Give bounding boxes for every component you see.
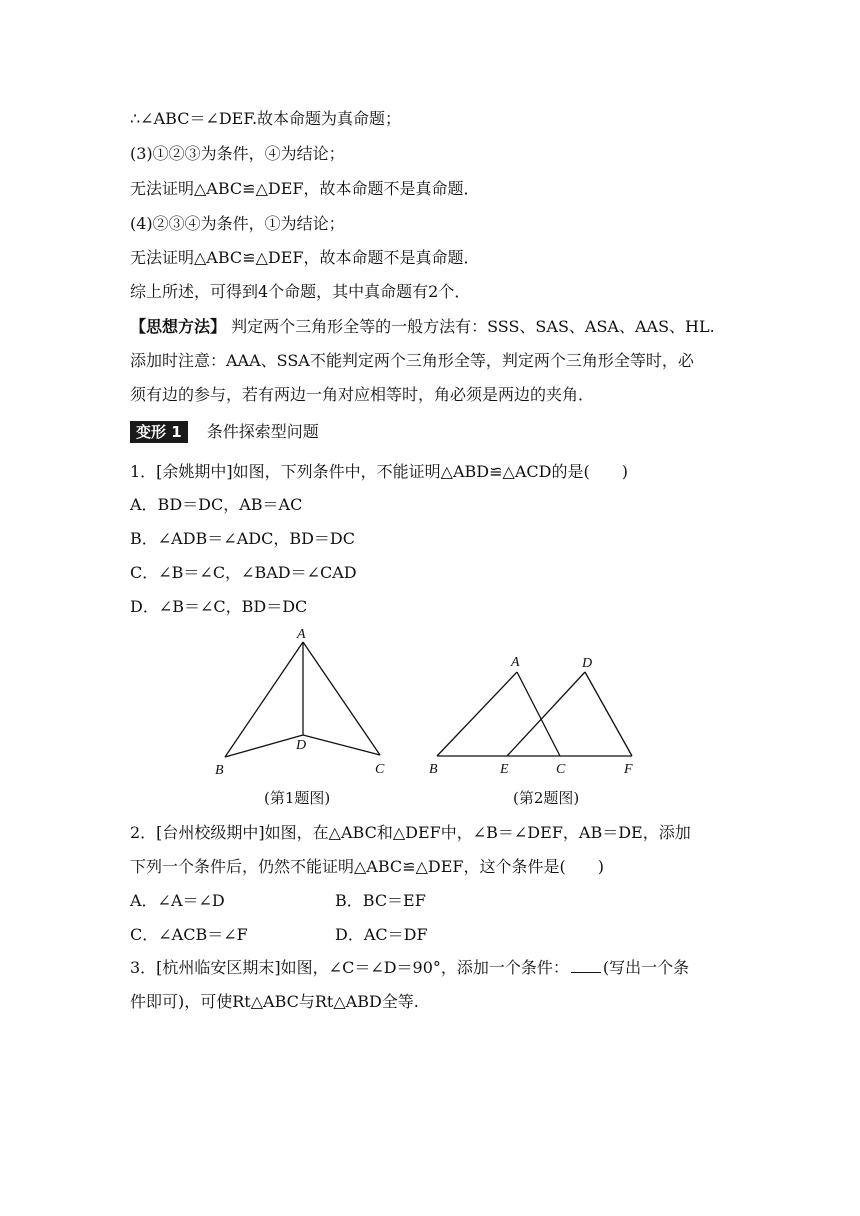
solution-line-1: ∴∠ABC＝∠DEF.故本命题为真命题；: [130, 109, 402, 128]
fig1-label-c: C: [375, 762, 385, 777]
q2-option-a: A．∠A＝∠D: [130, 891, 225, 910]
fig1-label-d: D: [296, 738, 307, 753]
figure-2: [420, 650, 645, 780]
fig2-label-f: F: [624, 762, 633, 777]
q1-option-d: D．∠B＝∠C，BD＝DC: [130, 597, 308, 616]
q2-stem-2: 下列一个条件后，仍然不能证明△ABC≌△DEF，这个条件是( ): [130, 857, 604, 876]
variant-tag: 变形 1: [130, 421, 188, 443]
fig1-label-a: A: [297, 627, 306, 642]
method-heading: 【思想方法】: [130, 317, 227, 336]
q3-answer-blank[interactable]: [571, 958, 601, 973]
q2-option-c: C．∠ACB＝∠F: [130, 925, 248, 944]
q2-option-b: B．BC＝EF: [335, 891, 426, 910]
solution-line-3: 无法证明△ABC≌△DEF，故本命题不是真命题．: [130, 179, 480, 198]
q3-stem-1a: 3．[杭州临安区期末]如图，∠C＝∠D＝90°，添加一个条件：: [130, 958, 569, 977]
fig2-label-e: E: [500, 762, 509, 777]
solution-line-5: 无法证明△ABC≌△DEF，故本命题不是真命题．: [130, 248, 480, 267]
q2-option-d: D．AC＝DF: [335, 925, 428, 944]
fig2-label-c: C: [556, 762, 566, 777]
method-line-3: 须有边的参与，若有两边一角对应相等时，角必须是两边的夹角．: [130, 385, 595, 404]
solution-line-6: 综上所述，可得到4个命题，其中真命题有2个．: [130, 282, 471, 301]
fig1-caption: (第1题图): [264, 789, 331, 807]
q1-option-a: A．BD＝DC，AB＝AC: [130, 495, 303, 514]
method-line-1: [130, 316, 715, 338]
solution-line-2: (3)①②③为条件，④为结论；: [130, 144, 345, 163]
variant-heading: [130, 421, 319, 443]
fig2-caption: (第2题图): [513, 789, 580, 807]
fig2-label-d: D: [582, 656, 593, 671]
q3-stem-1: [130, 957, 689, 979]
fig2-label-a: A: [511, 655, 520, 670]
fig2-label-b: B: [429, 762, 438, 777]
variant-title: 条件探索型问题: [206, 422, 319, 441]
q1-option-b: B．∠ADB＝∠ADC，BD＝DC: [130, 529, 355, 548]
method-text-1: 判定两个三角形全等的一般方法有：SSS、SAS、ASA、AAS、HL.: [231, 317, 715, 336]
q3-stem-1b: (写出一个条: [602, 958, 690, 977]
q3-stem-2: 件即可)，可使Rt△ABC与Rt△ABD全等.: [130, 992, 419, 1011]
q1-stem: 1．[余姚期中]如图，下列条件中，不能证明△ABD≌△ACD的是( ): [130, 462, 628, 481]
q2-stem-1: 2．[台州校级期中]如图，在△ABC和△DEF中，∠B＝∠DEF，AB＝DE，添加: [130, 823, 691, 842]
q1-option-c: C．∠B＝∠C，∠BAD＝∠CAD: [130, 563, 357, 582]
fig1-label-b: B: [215, 763, 224, 778]
method-line-2: 添加时注意：AAA、SSA不能判定两个三角形全等，判定两个三角形全等时，必: [130, 351, 694, 370]
solution-line-4: (4)②③④为条件，①为结论；: [130, 214, 345, 233]
figure-1: [205, 622, 400, 782]
